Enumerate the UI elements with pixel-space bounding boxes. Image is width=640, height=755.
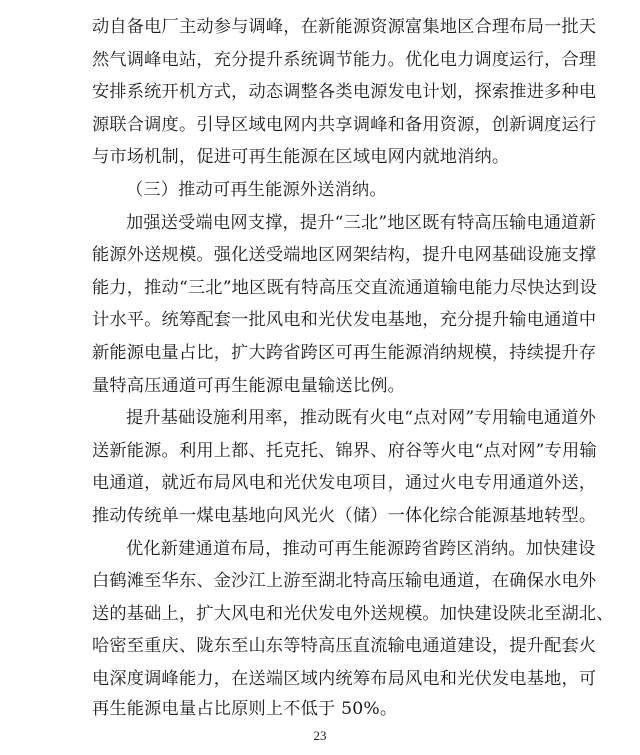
text-line: 提升基础设施利用率，推动既有火电“点对网”专用输电通道外 (126, 408, 597, 429)
text-line: 新能源电量占比，扩大跨省跨区可再生能源消纳规模，持续提升存 (92, 343, 597, 363)
text-line: 加强送受端电网支撑，提升“三北”地区既有特高压输电通道新 (126, 212, 597, 233)
text-line: 安排系统开机方式，动态调整各类电源发电计划，探索推进多种电 (92, 82, 597, 103)
text-line: 推动传统单一煤电基地向风光火（储）一体化综合能源基地转型。 (92, 506, 597, 526)
text-line: 哈密至重庆、陇东至山东等特高压直流输电通道建设，提升配套火 (92, 636, 597, 657)
text-line: 动自备电厂主动参与调峰，在新能源资源富集地区合理布局一批天 (92, 17, 597, 37)
text-line: 计水平。统筹配套一批风电和光伏发电基地，充分提升输电通道中 (92, 310, 597, 331)
section-heading: （三）推动可再生能源外送消纳。 (126, 180, 387, 200)
text-line: 送的基础上，扩大风电和光伏发电外送规模。加快建设陕北至湖北、 (92, 603, 614, 624)
text-line: 送新能源。利用上都、托克托、锦界、府谷等火电“点对网”专用输 (92, 440, 597, 461)
text-line: 能源外送规模。强化送受端地区网架结构，提升电网基础设施支撑 (92, 245, 597, 266)
text-line: 优化新建通道布局，推动可再生能源跨省跨区消纳。加快建设 (126, 538, 596, 559)
text-line: 能力，推动“三北”地区既有特高压交直流通道输电能力尽快达到设 (92, 277, 597, 298)
text-line: 电通道，就近布局风电和光伏发电项目，通过火电专用通道外送， (92, 473, 597, 494)
text-line: 白鹤滩至华东、金沙江上游至湖北特高压输电通道，在确保水电外 (92, 571, 597, 592)
text-line: 与市场机制，促进可再生能源在区域电网内就地消纳。 (92, 147, 510, 168)
page-number: 23 (313, 728, 327, 743)
text-line: 然气调峰电站，充分提升系统调节能力。优化电力调度运行，合理 (92, 49, 597, 70)
text-line: 量特高压通道可再生能源电量输送比例。 (92, 375, 405, 396)
text-line: 再生能源电量占比原则上不低于 50%。 (92, 698, 398, 719)
text-line: 源联合调度。引导区域电网内共享调峰和备用资源，创新调度运行 (92, 114, 597, 135)
text-line: 电深度调峰能力，在送端区域内统筹布局风电和光伏发电基地，可 (92, 669, 597, 689)
